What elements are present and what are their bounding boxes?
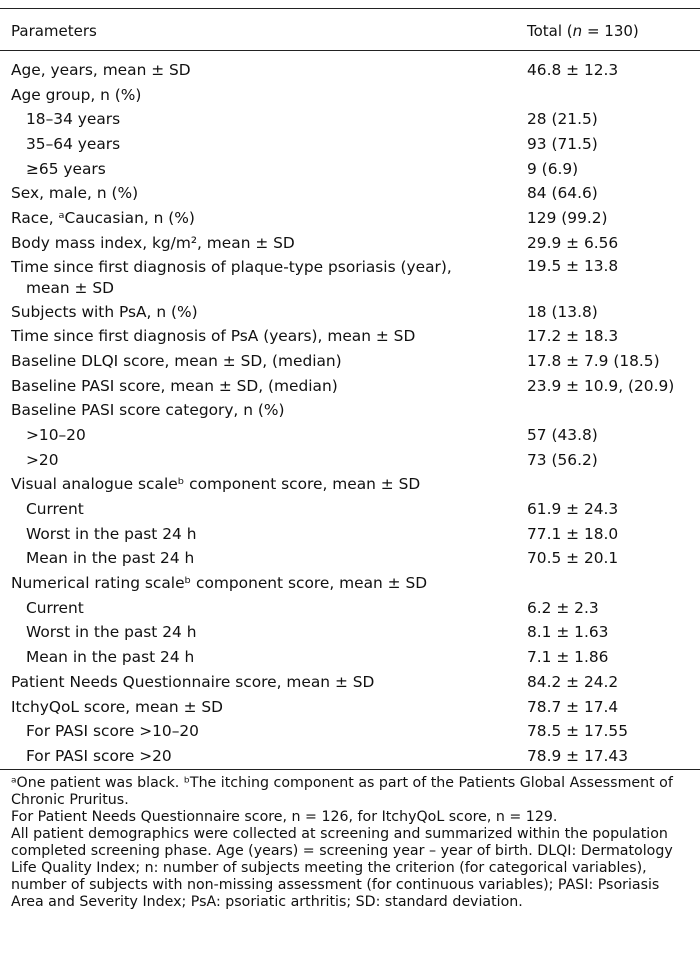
row-value: 93 (71.5) (527, 135, 598, 154)
table-row (0, 132, 700, 157)
row-label: Race, ᵃCaucasian, n (%) (11, 209, 195, 228)
row-value: 78.7 ± 17.4 (527, 697, 619, 716)
row-value: 19.5 ± 13.8 (527, 256, 619, 275)
table-row (0, 522, 700, 547)
row-label: Current (26, 500, 84, 518)
table-row (0, 300, 700, 325)
table-row (0, 719, 700, 744)
row-label: Subjects with PsA, n (%) (11, 302, 198, 321)
table-row (0, 398, 700, 423)
table-row (0, 324, 700, 349)
table-row (0, 83, 700, 108)
row-value: 46.8 ± 12.3 (527, 61, 619, 79)
table-header (0, 20, 700, 46)
row-label: Sex, male, n (%) (11, 184, 139, 203)
row-value: 84 (64.6) (527, 184, 598, 203)
row-label: 35–64 years (26, 135, 121, 154)
row-value: 70.5 ± 20.1 (527, 549, 619, 568)
row-label: >10–20 (26, 425, 86, 444)
table-row (0, 58, 700, 83)
row-value: 61.9 ± 24.3 (527, 500, 619, 518)
row-label: Body mass index, kg/m², mean ± SD (11, 233, 295, 252)
header-total: Total (n = 130) (527, 22, 639, 40)
row-value: 77.1 ± 18.0 (527, 524, 619, 543)
table-row (0, 231, 700, 256)
footnote: For Patient Needs Questionnaire score, n = 126, for ItchyQoL score, n = 129. (11, 809, 558, 825)
row-value: 84.2 ± 24.2 (527, 672, 619, 691)
row-label: >20 (26, 450, 59, 469)
row-value: 73 (56.2) (527, 450, 598, 469)
row-label: Baseline PASI score category, n (%) (11, 401, 285, 420)
row-label: Numerical rating scaleᵇ component score, mean ± SD (11, 574, 428, 593)
table-row (0, 695, 700, 720)
table-row (0, 546, 700, 571)
row-label: Mean in the past 24 h (26, 549, 195, 568)
row-label: For PASI score >10–20 (26, 722, 199, 741)
row-value: 17.8 ± 7.9 (18.5) (527, 351, 660, 370)
table-row (0, 181, 700, 206)
table-row (0, 497, 700, 522)
table-row (0, 349, 700, 374)
row-label: Patient Needs Questionnaire score, mean ± SD (11, 672, 375, 691)
table-row (0, 157, 700, 182)
table-footnotes (11, 775, 691, 911)
row-value: 78.9 ± 17.43 (527, 746, 629, 765)
footnote: ᵃOne patient was black. ᵇThe itching component as part of the Patients Global Assessment of Chronic Pruritus. (11, 775, 673, 808)
row-value: 29.9 ± 6.56 (527, 233, 619, 252)
row-label: 18–34 years (26, 110, 121, 129)
row-label: Baseline DLQI score, mean ± SD, (median) (11, 351, 342, 370)
table-row (0, 472, 700, 497)
row-label: ≥65 years (26, 159, 106, 178)
row-label: Time since first diagnosis of plaque-type psoriasis (year), mean ± SD (11, 257, 452, 297)
row-label: Worst in the past 24 h (26, 623, 197, 642)
row-label: Visual analogue scaleᵇ component score, mean ± SD (11, 475, 421, 494)
row-value: 7.1 ± 1.86 (527, 648, 609, 667)
table-row (0, 107, 700, 132)
row-value: 17.2 ± 18.3 (527, 327, 619, 346)
table-row (0, 448, 700, 473)
row-label: Time since first diagnosis of PsA (years), mean ± SD (11, 327, 416, 346)
table-row (0, 423, 700, 448)
table-bottom-rule (0, 769, 700, 770)
table-row (0, 256, 700, 300)
row-value: 57 (43.8) (527, 425, 598, 444)
row-label: ItchyQoL score, mean ± SD (11, 697, 223, 716)
row-value: 8.1 ± 1.63 (527, 623, 609, 642)
row-value: 9 (6.9) (527, 159, 579, 178)
table-header-rule (0, 50, 700, 51)
table-row (0, 374, 700, 399)
row-value: 129 (99.2) (527, 209, 608, 228)
row-label: For PASI score >20 (26, 746, 172, 765)
table-top-rule (0, 8, 700, 9)
row-value: 18 (13.8) (527, 302, 598, 321)
header-parameters: Parameters (11, 22, 97, 40)
row-label: Current (26, 598, 84, 617)
row-value: 28 (21.5) (527, 110, 598, 129)
table-row (0, 645, 700, 670)
table-row (0, 571, 700, 596)
row-label: Worst in the past 24 h (26, 524, 197, 543)
row-value: 23.9 ± 10.9, (20.9) (527, 376, 675, 395)
row-label: Age, years, mean ± SD (11, 61, 191, 79)
table-row (0, 620, 700, 645)
row-value: 78.5 ± 17.55 (527, 722, 629, 741)
row-value: 6.2 ± 2.3 (527, 598, 599, 617)
row-label: Mean in the past 24 h (26, 648, 195, 667)
table-row (0, 670, 700, 695)
table-body (0, 58, 700, 769)
footnote: All patient demographics were collected at screening and summarized within the population completed screening phase. Age (years) = screening year – year of birth. DLQI: Dermatology Life Quality Index; n: number of subjects meeting the criterion (for categorical variables), number of subjects with non-missing assessment (for continuous variables); PASI: Psoriasis Area and Severity Index; PsA: psoriatic arthritis; SD: standard deviation. (11, 826, 673, 910)
table-row (0, 206, 700, 231)
row-label: Age group, n (%) (11, 85, 142, 104)
table-row (0, 596, 700, 621)
table-row (0, 744, 700, 769)
row-label: Baseline PASI score, mean ± SD, (median) (11, 376, 338, 395)
